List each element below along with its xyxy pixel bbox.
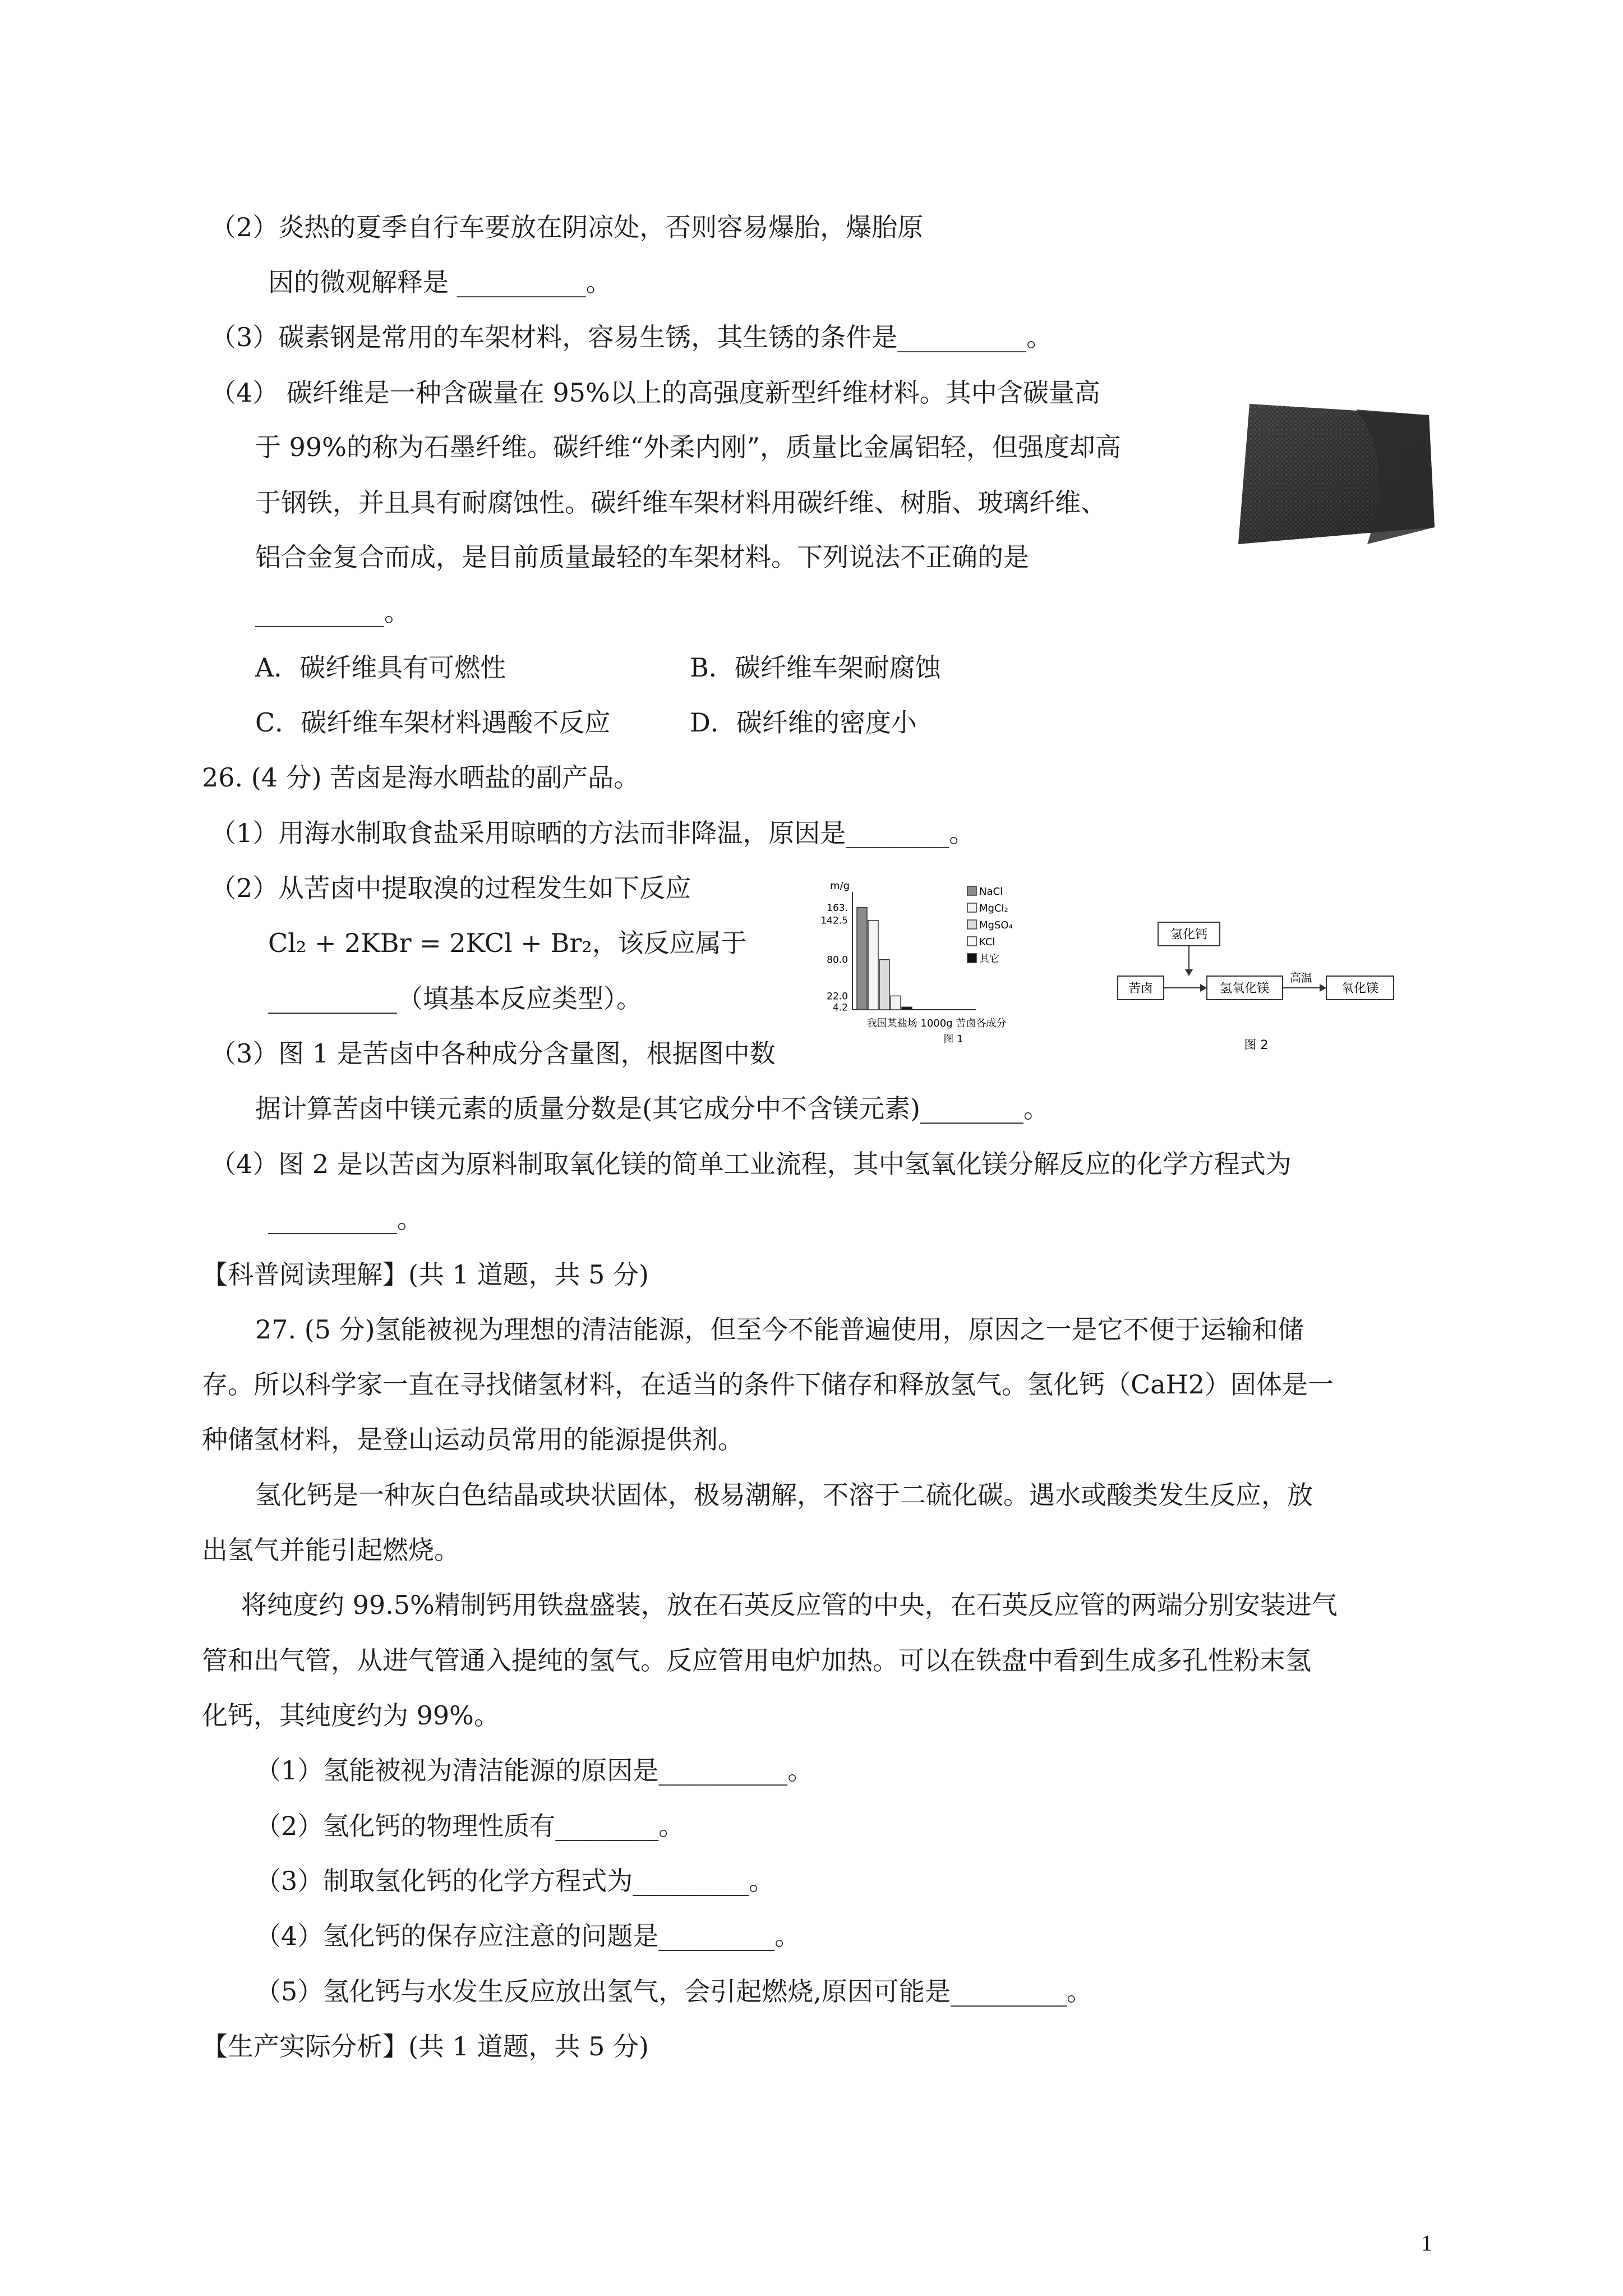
- y-tick-label: 4.2: [832, 1002, 848, 1014]
- q27-para3-line2: 管和出气管，从进气管通入提纯的氢气。反应管用电炉加热。可以在铁盘中看到生成多孔性粉末氢: [202, 1645, 1311, 1676]
- q25-2-line1: （2）炎热的夏季自行车要放在阴凉处，否则容易爆胎，爆胎原: [210, 212, 924, 242]
- legend-swatch: [967, 920, 976, 929]
- q27-sub2: （2）氢化钙的物理性质有________。: [255, 1811, 685, 1841]
- bar-2: [879, 960, 889, 1010]
- section-production-heading: 【生产实际分析】(共 1 道题，共 5 分): [202, 2031, 649, 2062]
- legend-label: KCl: [979, 936, 995, 948]
- q25-4-line5: __________。: [255, 597, 410, 627]
- q25-4-line4: 铝合金复合而成，是目前质量最轻的车架材料。下列说法不正确的是: [255, 542, 1029, 572]
- carbon-fiber-image: [1227, 393, 1440, 551]
- option-c: C．碳纤维车架材料遇酸不反应: [255, 707, 611, 738]
- q26-1: （1）用海水制取食盐采用晾晒的方法而非降温，原因是________。: [210, 818, 975, 848]
- option-b: B．碳纤维车架耐腐蚀: [690, 652, 941, 683]
- page-number: 1: [1421, 2230, 1432, 2256]
- q27-para3-line3: 化钙，其纯度约为 99%。: [202, 1700, 500, 1731]
- flow-arrow-label: 高温: [1290, 971, 1312, 984]
- figure-2-caption: 图 2: [1244, 1038, 1269, 1052]
- option-d: D．碳纤维的密度小: [690, 707, 917, 738]
- q27-sub1: （1）氢能被视为清洁能源的原因是__________。: [255, 1755, 814, 1786]
- bar-1: [868, 921, 878, 1010]
- q26-2-equation: Cl₂ + 2KBr = 2KCl + Br₂，该反应属于: [268, 928, 747, 958]
- y-tick-label: 142.5: [820, 915, 848, 927]
- legend-label: 其它: [979, 953, 999, 965]
- q25-3: （3）碳素钢是常用的车架材料，容易生锈，其生锈的条件是__________。: [210, 322, 1053, 352]
- y-tick-label: 163.: [827, 902, 848, 914]
- q26-3: （3）图 1 是苦卤中各种成分含量图，根据图中数: [210, 1038, 776, 1069]
- y-tick-label: 22.0: [827, 991, 848, 1002]
- flow-diagram-svg: [1116, 920, 1408, 1066]
- legend-label: MgCl₂: [979, 903, 1008, 914]
- figure-1-chart: [808, 875, 1088, 1055]
- q26-title: 26. (4 分) 苦卤是海水晒盐的副产品。: [202, 762, 640, 793]
- legend-swatch: [967, 937, 976, 946]
- legend-swatch: [967, 903, 976, 912]
- q27-para2-line2: 出氢气并能引起燃烧。: [202, 1535, 460, 1565]
- bar-0: [857, 908, 867, 1010]
- flow-box-hydroxide-label: 氢氧化镁: [1219, 982, 1270, 996]
- bar-4: [902, 1007, 912, 1010]
- q25-2-line2: 因的微观解释是 __________。: [268, 267, 612, 297]
- legend-swatch: [967, 954, 976, 963]
- q27-sub3: （3）制取氢化钙的化学方程式为_________。: [255, 1866, 775, 1896]
- q25-4-line2: 于 99%的称为石墨纤维。碳纤维“外柔内刚”，质量比金属铝轻，但强度却高: [255, 432, 1121, 462]
- q26-4-blank: __________。: [268, 1204, 423, 1234]
- flow-box-brine-label: 苦卤: [1128, 982, 1154, 996]
- q27-sub5: （5）氢化钙与水发生反应放出氢气，会引起燃烧,原因可能是_________。: [255, 1976, 1092, 2007]
- carbon-fiber-sheet-icon: [1227, 393, 1440, 551]
- flow-box-reagent-label: 氢化钙: [1170, 928, 1208, 942]
- chart-svg: [808, 875, 1088, 1055]
- legend-swatch: [967, 886, 976, 895]
- q26-2-blank: __________（填基本反应类型）。: [268, 983, 642, 1014]
- q27-sub4: （4）氢化钙的保存应注意的问题是_________。: [255, 1921, 801, 1951]
- figure-1-caption: 图 1: [943, 1033, 963, 1045]
- q25-4-line3: 于钢铁，并且具有耐腐蚀性。碳纤维车架材料用碳纤维、树脂、玻璃纤维、: [255, 487, 1106, 518]
- q27-para1-line2: 存。所以科学家一直在寻找储氢材料，在适当的条件下储存和释放氢气。氢化钙（CaH2）固体是一: [202, 1369, 1334, 1400]
- q26-2: （2）从苦卤中提取溴的过程发生如下反应: [210, 873, 691, 903]
- q27-para3-line1: 将纯度约 99.5%精制钙用铁盘盛装，放在石英反应管的中央，在石英反应管的两端分别安装进气: [241, 1590, 1338, 1620]
- y-axis-label: m/g: [830, 880, 850, 892]
- q27-para1-line1: 27. (5 分)氢能被视为理想的清洁能源，但至今不能普遍使用，原因之一是它不便于运输和储: [255, 1314, 1304, 1345]
- legend-label: MgSO₄: [979, 919, 1013, 931]
- flow-box-oxide-label: 氧化镁: [1341, 982, 1379, 996]
- x-axis-label: 我国某盐场 1000g 苦卤各成分: [866, 1018, 1007, 1029]
- q26-3-line2: 据计算苦卤中镁元素的质量分数是(其它成分中不含镁元素)________。: [255, 1093, 1049, 1124]
- q25-4-line1: （4） 碳纤维是一种含碳量在 95%以上的高强度新型纤维材料。其中含碳量高: [210, 378, 1100, 408]
- q27-para2-line1: 氢化钙是一种灰白色结晶或块状固体，极易潮解，不溶于二硫化碳。遇水或酸类发生反应，放: [255, 1480, 1313, 1510]
- q27-para1-line3: 种储氢材料，是登山运动员常用的能源提供剂。: [202, 1424, 744, 1455]
- section-reading-heading: 【科普阅读理解】(共 1 道题，共 5 分): [202, 1259, 649, 1290]
- legend-label: NaCl: [979, 886, 1003, 898]
- y-tick-label: 80.0: [827, 954, 848, 966]
- option-a: A．碳纤维具有可燃性: [255, 652, 506, 683]
- bar-3: [891, 996, 901, 1010]
- q26-4: （4）图 2 是以苦卤为原料制取氧化镁的简单工业流程，其中氢氧化镁分解反应的化学方程式为: [210, 1149, 1292, 1179]
- figure-2-flow: [1116, 920, 1408, 1066]
